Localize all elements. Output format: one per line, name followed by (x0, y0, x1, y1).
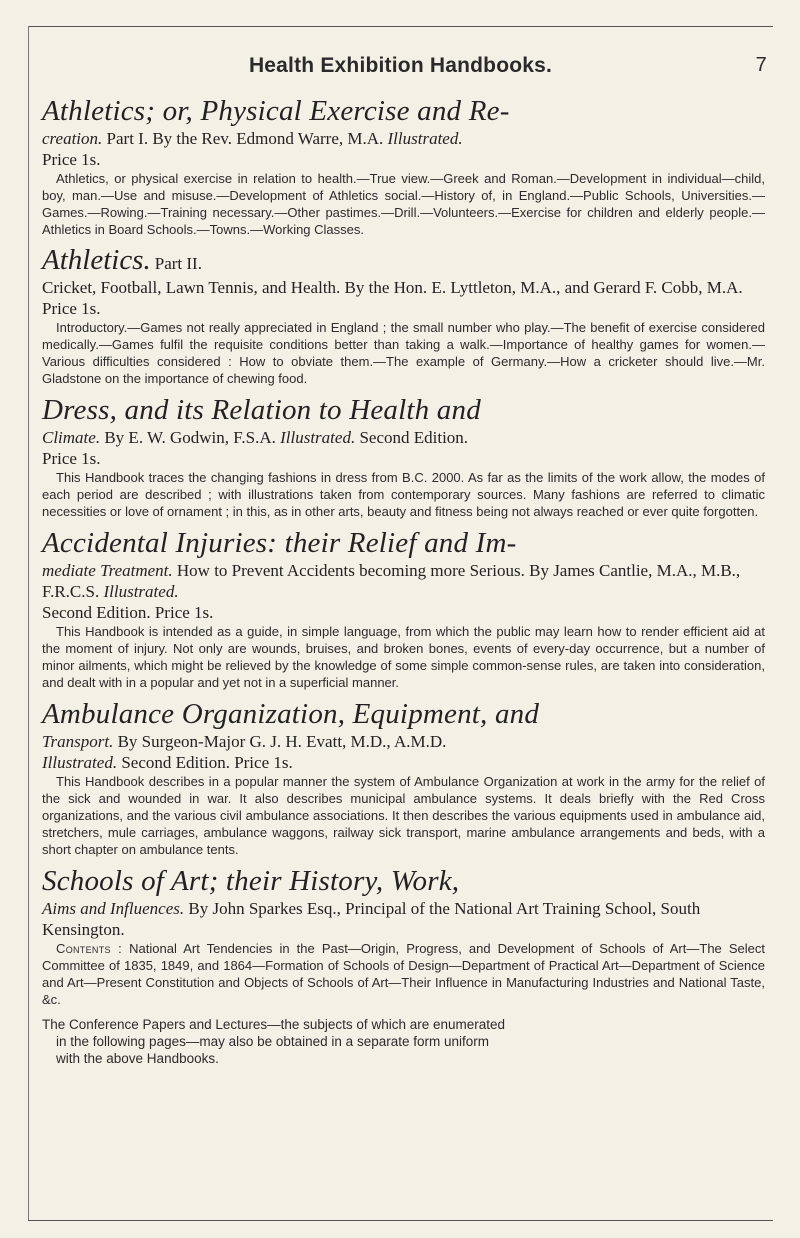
top-rule (28, 26, 773, 27)
entry-title: Schools of Art; their History, Work, (42, 865, 460, 897)
entry-edition-price: Illustrated. Second Edition. Price 1s. (42, 753, 293, 772)
entry-title: Athletics; or, Physical Exercise and Re- (42, 95, 510, 127)
entry-lead: mediate Treatment. How to Prevent Accidents becoming more Serious. By James Cantlie, M.A., M.B., F.R.C.S. Illustrated. (42, 561, 741, 601)
entry-title: Accidental Injuries: their Relief and Im- (42, 527, 517, 559)
entry-description: Athletics, or physical exercise in relation to health.—True view.—Greek and Roman.—Development in individual—child, boy, man.—Use and misuse.—Development of Athletics social.—History of, in England.—Public Schools, Universities.—Games.—Rowing.—Training necessary.—Other pastimes.—Drill.—Volunteers.—Exercise for children and elderly people.—Athletics in Board Schools.—Towns.—Working Classes. (42, 171, 765, 237)
entry-lead: Transport. By Surgeon-Major G. J. H. Evatt, M.D., A.M.D. (42, 732, 447, 751)
page (28, 26, 773, 1221)
header-title: Health Exhibition Handbooks. (248, 54, 553, 77)
entry-schools-of-art (42, 864, 765, 1008)
entry-description: This Handbook traces the changing fashions in dress from B.C. 2000. As far as the limits of the work allow, the modes of each period are described ; with illustrations taken from contemporary sources. Many fashions are referred to climatic necessities or love of ornament ; in this, as in other arts, beauty and fitness being not always reached or ever quite forgotten. (42, 470, 765, 519)
bottom-rule (28, 1220, 773, 1221)
entry-title: Ambulance Organization, Equipment, and (42, 698, 540, 730)
contents-label: Contents : (56, 941, 123, 956)
entry-price: Price 1s. (42, 150, 101, 169)
entry-lead: Aims and Influences. By John Sparkes Esq., Principal of the National Art Training School, South Kensington. (42, 899, 701, 939)
left-rule (28, 26, 29, 1221)
entry-edition-price: Second Edition. Price 1s. (42, 603, 214, 622)
entry-description: This Handbook describes in a popular manner the system of Ambulance Organization at work in the army for the relief of the sick and wounded in war. It also describes municipal ambulance systems. It deals briefly with the Red Cross organizations, and the various civil ambulance associations. It then describes the various equipments used in ambulance aid, stretchers, mule carriages, ambulance waggons, railway sick transport, marine ambulance arrangements and beds, with a short chapter on ambulance tents. (42, 774, 765, 857)
handbook-list (42, 94, 765, 1067)
entry-lead: creation. Part I. By the Rev. Edmond Warre, M.A. Illustrated. (42, 129, 463, 148)
conference-papers-note: The Conference Papers and Lectures—the subjects of which are enumerated in the following pages—may also be obtained in a separate form uniform with the above Handbooks. (42, 1017, 506, 1066)
entry-description: Contents : National Art Tendencies in the Past—Origin, Progress, and Development of Schools of Art—The Select Committee of 1835, 1849, and 1864—Formation of Schools of Design—Department of Practical Art—Department of Science and Art—Present Constitution and Objects of Schools of Art—Their Influence in Manufacturing Industries and National Taste, &c. (42, 941, 765, 1007)
entry-lead: Climate. By E. W. Godwin, F.S.A. Illustrated. Second Edition. (42, 428, 469, 447)
entry-price: Price 1s. (42, 449, 101, 468)
entry-ambulance (42, 697, 765, 858)
entry-athletics-part1 (42, 94, 765, 238)
entry-lead: Cricket, Football, Lawn Tennis, and Health. By the Hon. E. Lyttleton, M.A., and Gerard F. Cobb, M.A. Price 1s. (42, 278, 743, 318)
entry-description: Introductory.—Games not really appreciated in England ; the small number who play.—The benefit of exercise considered medically.—Games fulfil the requisite conditions better than taking a walk.—Importance of healthy games for women.—Various difficulties considered : How to obviate them.—The example of Germany.—How a cricketer should live.—Mr. Gladstone on the importance of chewing food. (42, 320, 765, 386)
entry-title: Dress, and its Relation to Health and (42, 394, 481, 426)
entry-title: Athletics. Part II. (42, 244, 202, 276)
entry-accidental-injuries (42, 526, 765, 691)
running-header (28, 54, 773, 84)
entry-description: This Handbook is intended as a guide, in simple language, from which the public may learn how to render efficient aid at the moment of injury. Not only are wounds, bruises, and broken bones, events of every-day occurrence, but a number of minor ailments, which might be relieved by the knowledge of some simple common-sense rules, are taken into consideration, and dealt with in a popular and yet not in a superficial manner. (42, 624, 765, 690)
entry-dress (42, 393, 765, 520)
entry-athletics-part2 (42, 244, 765, 387)
page-number: 7 (755, 54, 767, 76)
